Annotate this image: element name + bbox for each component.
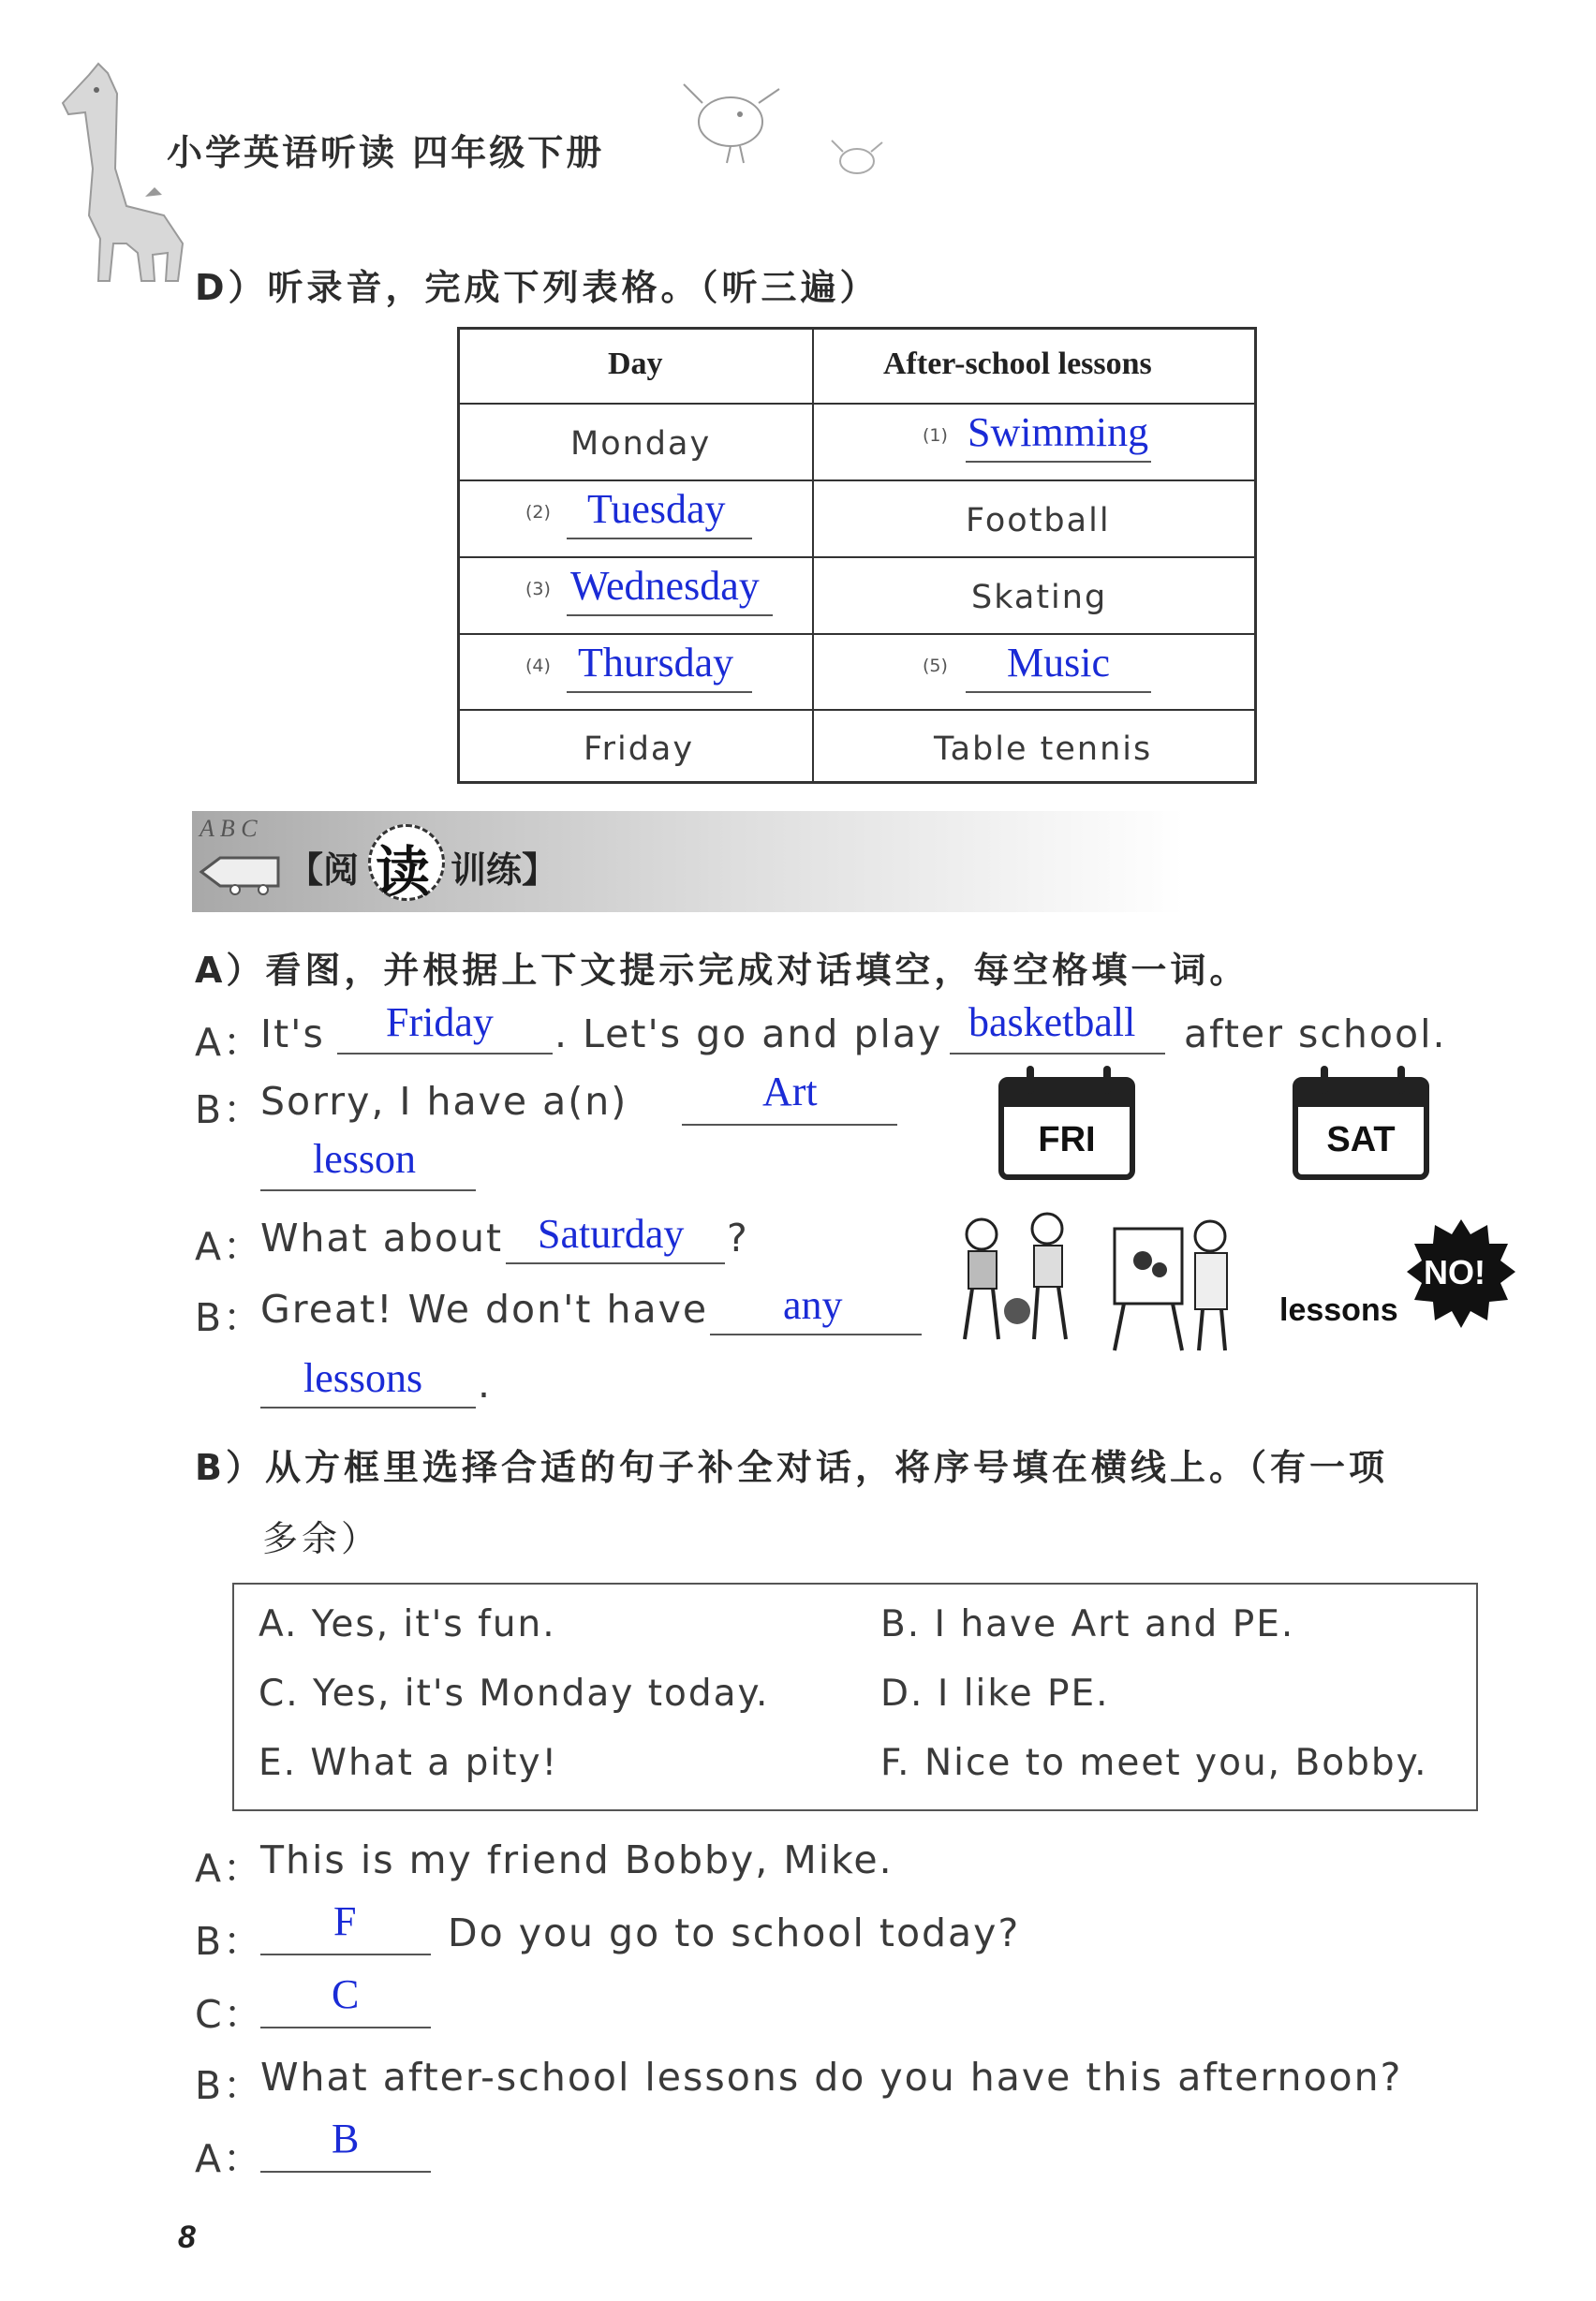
header-day: Day [608,347,663,381]
answer-word: Friday [386,999,494,1045]
dialogue-text: What about [260,1216,504,1261]
day-cell: Friday [584,730,695,768]
section-b-instruction-cont: 多余） [262,1518,381,1559]
speaker-label: A： [195,1020,264,1065]
speaker-label: A： [195,2136,264,2181]
reading-training-banner [192,811,1185,912]
banner-letters: A B C [200,815,258,842]
small-bird-illustration [824,131,890,187]
day-cell: Monday [570,425,712,463]
speaker-label: B： [195,1919,264,1964]
speaker-label: B： [195,2063,264,2108]
lessons-label: lessons [1279,1292,1398,1328]
dialogue-text: ? [727,1216,749,1261]
answer-day: Thursday [578,640,734,686]
section-b-instruction: B）从方框里选择合适的句子补全对话，将序号填在横线上。（有一项 [195,1447,1388,1488]
speaker-label: C： [195,1992,264,2037]
answer-lesson: Music [1007,640,1110,686]
lesson-cell: Football [966,502,1111,539]
page-number: 8 [178,2220,196,2255]
blank-number: (1) [923,425,948,446]
speaker-label: A： [195,1846,264,1891]
dialogue-text: . [478,1362,493,1407]
lesson-cell: Skating [971,579,1108,616]
answer-word: lesson [313,1136,416,1182]
blank-number: (4) [525,656,551,676]
no-badge-text: NO! [1424,1253,1485,1291]
option-b: B. I have Art and PE. [880,1603,1295,1645]
dialogue-text: Sorry, I have a(n) [260,1079,628,1124]
dialogue-text: . Let's go and play [554,1011,943,1056]
blank-number: (2) [525,502,551,523]
calendar-saturday-icon: SAT [1293,1077,1429,1180]
dialogue-text: This is my friend Bobby, Mike. [260,1837,894,1882]
speaker-label: A： [195,1224,264,1269]
banner-text-left: 【阅 [288,849,360,891]
pencil-icon [198,848,282,895]
blank-number: (3) [525,579,551,599]
option-a: A. Yes, it's fun. [259,1603,556,1645]
lesson-cell: Table tennis [934,730,1153,768]
answer-word: lessons [303,1355,423,1401]
dialogue-text: Do you go to school today? [448,1910,1021,1955]
dialogue-text: What after-school lessons do you have this afternoon? [260,2055,1403,2100]
answer-letter: F [333,1898,357,1944]
blank-number: (5) [923,656,948,676]
answer-word: Saturday [538,1211,685,1257]
dialogue-text: after school. [1184,1011,1447,1056]
section-d-instruction: D）听录音，完成下列表格。（听三遍） [195,267,879,308]
banner-text-right: 训练】 [451,849,558,891]
section-a-instruction: A）看图，并根据上下文提示完成对话填空，每空格填一词。 [195,950,1249,991]
answer-letter: C [332,1971,360,2017]
children-basketball-illustration [937,1208,1105,1349]
answer-letter: B [332,2116,360,2161]
banner-big-char: 读 [376,840,431,904]
header-after-school-lessons: After-school lessons [883,347,1152,381]
option-e: E. What a pity! [259,1742,559,1784]
answer-word: any [783,1282,843,1328]
dialogue-text: It's [260,1011,325,1056]
answer-day: Tuesday [587,486,726,532]
answer-lesson: Swimming [968,409,1149,455]
book-title: 小学英语听读 四年级下册 [167,132,605,173]
bird-illustration [674,66,787,169]
calendar-friday-icon: FRI [998,1077,1135,1180]
answer-word: basketball [968,999,1136,1045]
answer-day: Wednesday [570,563,760,609]
option-d: D. I like PE. [880,1673,1110,1715]
schedule-table [457,327,1257,784]
dialogue-text: Great! We don't have [260,1287,709,1332]
option-c: C. Yes, it's Monday today. [259,1673,770,1715]
speaker-label: B： [195,1087,264,1132]
option-f: F. Nice to meet you, Bobby. [880,1742,1428,1784]
answer-word: Art [762,1069,818,1114]
speaker-label: B： [195,1295,264,1340]
options-box [232,1583,1478,1811]
child-painting-illustration [1105,1214,1246,1354]
